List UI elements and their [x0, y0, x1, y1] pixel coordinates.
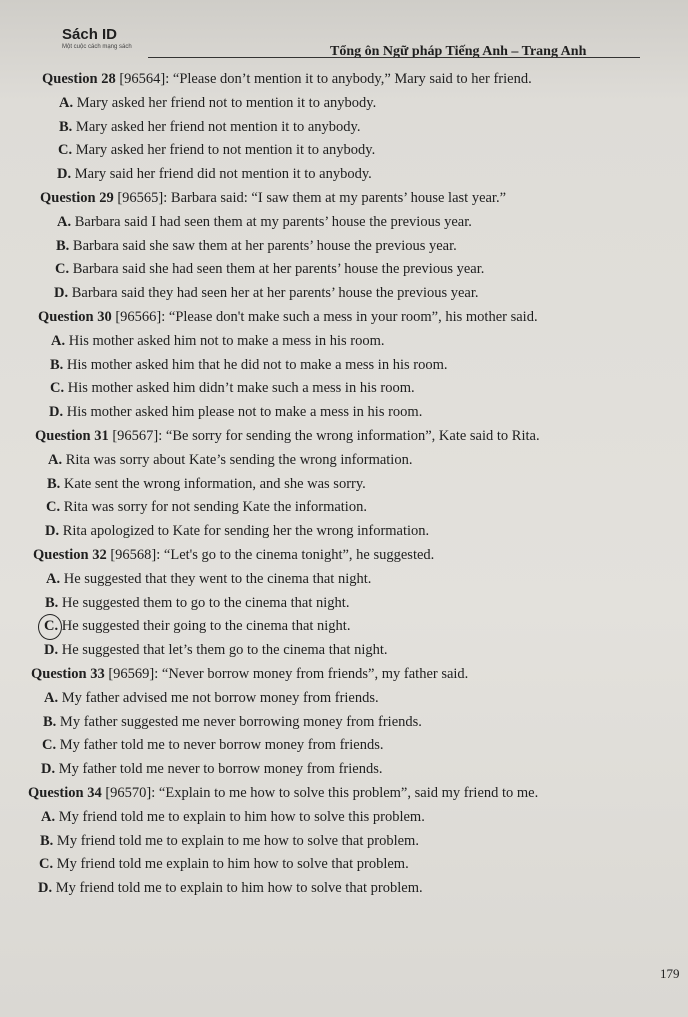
question-label: Question 31 [35, 427, 109, 444]
question-text: [96566]: “Please don't make such a mess in your room”, his mother said. [111, 308, 538, 325]
option-b [0, 592, 688, 616]
question-text: [96568]: “Let's go to the cinema tonight”, he suggested. [106, 546, 435, 563]
option-text: My father told me never to borrow money from friends. [55, 761, 383, 778]
option-letter: C. [46, 499, 61, 516]
option-text: Kate sent the wrong information, and she was sorry. [60, 475, 366, 492]
question-label: Question 33 [31, 665, 105, 682]
option-text: My friend told me explain to him how to solve that problem. [53, 856, 409, 873]
question-30 [0, 306, 688, 425]
brand-name: Sách ID [62, 26, 118, 43]
option-text: My father advised me not borrow money from friends. [58, 689, 379, 706]
option-letter: B. [43, 713, 57, 730]
option-text: He suggested them to go to the cinema that night. [58, 594, 350, 611]
option-letter: D. [49, 404, 64, 421]
option-letter: D. [54, 285, 69, 302]
option-letter: B. [45, 594, 59, 611]
question-text: [96564]: “Please don’t mention it to anybody,” Mary said to her friend. [115, 71, 532, 87]
question-label: Question 29 [40, 189, 114, 206]
option-b [0, 711, 688, 735]
question-29 [0, 187, 688, 306]
question-text: [96570]: “Explain to me how to solve this problem”, said my friend to me. [101, 784, 539, 801]
page-number: 179 [660, 966, 680, 981]
question-stem [0, 663, 688, 687]
option-d [0, 877, 688, 901]
question-28 [0, 68, 688, 187]
option-text: Mary asked her friend not to mention it to anybody. [73, 94, 377, 111]
option-text: His mother asked him please not to make a mess in his room. [63, 404, 423, 421]
option-letter: A. [46, 570, 61, 587]
option-letter: B. [40, 832, 54, 849]
question-text: [96569]: “Never borrow money from friends”, my father said. [104, 665, 469, 682]
option-text: My friend told me to explain to me how to solve that problem. [53, 832, 419, 849]
option-text: My father told me to never borrow money from friends. [56, 737, 384, 754]
option-text: Rita apologized to Kate for sending her the wrong information. [59, 523, 430, 540]
option-a [0, 806, 688, 830]
option-text: His mother asked him not to make a mess in his room. [65, 332, 385, 349]
question-list [0, 68, 688, 901]
option-text: Barbara said she saw them at her parents’ house the previous year. [69, 237, 457, 254]
option-text: Barbara said I had seen them at my parents’ house the previous year. [71, 213, 472, 230]
option-letter: D. [45, 523, 60, 540]
option-b [0, 830, 688, 854]
option-text: He suggested that they went to the cinema that night. [60, 570, 372, 587]
option-d [0, 639, 688, 663]
option-letter: B. [59, 118, 73, 135]
option-b [0, 473, 688, 497]
option-a [0, 92, 688, 116]
option-c [0, 496, 688, 520]
option-c [0, 734, 688, 758]
question-stem [0, 544, 688, 568]
brand-tagline: Một cuộc cách mạng sách [62, 44, 132, 50]
question-text: [96567]: “Be sorry for sending the wrong information”, Kate said to Rita. [108, 427, 540, 444]
question-stem [0, 425, 688, 449]
option-letter: A. [41, 808, 56, 825]
option-text: My friend told me to explain to him how to solve that problem. [52, 880, 423, 897]
option-d [0, 282, 688, 306]
option-text: Mary asked her friend not mention it to anybody. [72, 118, 361, 135]
option-letter: D. [41, 761, 56, 778]
option-text: He suggested their going to the cinema that night. [58, 618, 351, 635]
option-d [0, 758, 688, 782]
option-b [0, 354, 688, 378]
question-stem [0, 306, 688, 330]
header-divider [148, 57, 640, 58]
question-stem [0, 782, 688, 806]
question-31 [0, 425, 688, 544]
book-title: Tổng ôn Ngữ pháp Tiếng Anh – Trang Anh [330, 44, 587, 59]
option-letter: C. [39, 856, 54, 873]
question-label: Question 28 [42, 71, 116, 87]
option-text: Rita was sorry about Kate’s sending the wrong information. [62, 451, 413, 468]
option-text: Rita was sorry for not sending Kate the information. [60, 499, 367, 516]
option-text: His mother asked him that he did not to make a mess in his room. [63, 356, 448, 373]
option-text: My father suggested me never borrowing money from friends. [56, 713, 422, 730]
option-a [0, 568, 688, 592]
option-text: Barbara said she had seen them at her parents’ house the previous year. [69, 261, 485, 278]
question-stem [0, 187, 688, 211]
option-c [0, 377, 688, 401]
question-text: [96565]: Barbara said: “I saw them at my parents’ house last year.” [113, 189, 507, 206]
option-text: His mother asked him didn’t make such a mess in his room. [64, 380, 415, 397]
option-letter: C. [58, 142, 73, 159]
option-letter: C. [42, 737, 57, 754]
option-a [0, 330, 688, 354]
option-letter: A. [57, 213, 72, 230]
option-letter: B. [47, 475, 61, 492]
option-c [0, 615, 688, 639]
option-letter: D. [44, 642, 59, 659]
option-text: He suggested that let’s them go to the cinema that night. [58, 642, 388, 659]
option-d [0, 163, 688, 187]
option-letter: C. [50, 380, 65, 397]
option-letter: A. [51, 332, 66, 349]
option-b [0, 116, 688, 140]
option-text: Mary said her friend did not mention it to anybody. [71, 166, 372, 183]
question-stem [0, 68, 688, 92]
option-text: My friend told me to explain to him how to solve this problem. [55, 808, 425, 825]
option-a [0, 687, 688, 711]
option-a [0, 449, 688, 473]
option-text: Barbara said they had seen her at her parents’ house the previous year. [68, 285, 479, 302]
option-c [0, 853, 688, 877]
question-32 [0, 544, 688, 663]
question-34 [0, 782, 688, 901]
option-letter: B. [50, 356, 64, 373]
question-label: Question 30 [38, 308, 112, 325]
option-letter: D. [57, 166, 72, 183]
question-label: Question 34 [28, 784, 102, 801]
option-letter: B. [56, 237, 70, 254]
option-letter: D. [38, 880, 53, 897]
option-d [0, 520, 688, 544]
option-letter-circled: C. [44, 618, 59, 635]
option-letter: A. [59, 94, 74, 111]
brand-logo [62, 26, 132, 50]
option-letter: A. [44, 689, 59, 706]
option-b [0, 235, 688, 259]
option-d [0, 401, 688, 425]
option-text: Mary asked her friend to not mention it to anybody. [72, 142, 376, 159]
option-letter: C. [55, 261, 70, 278]
option-c [0, 258, 688, 282]
option-c [0, 139, 688, 163]
option-letter: A. [48, 451, 63, 468]
question-33 [0, 663, 688, 782]
question-label: Question 32 [33, 546, 107, 563]
option-a [0, 211, 688, 235]
